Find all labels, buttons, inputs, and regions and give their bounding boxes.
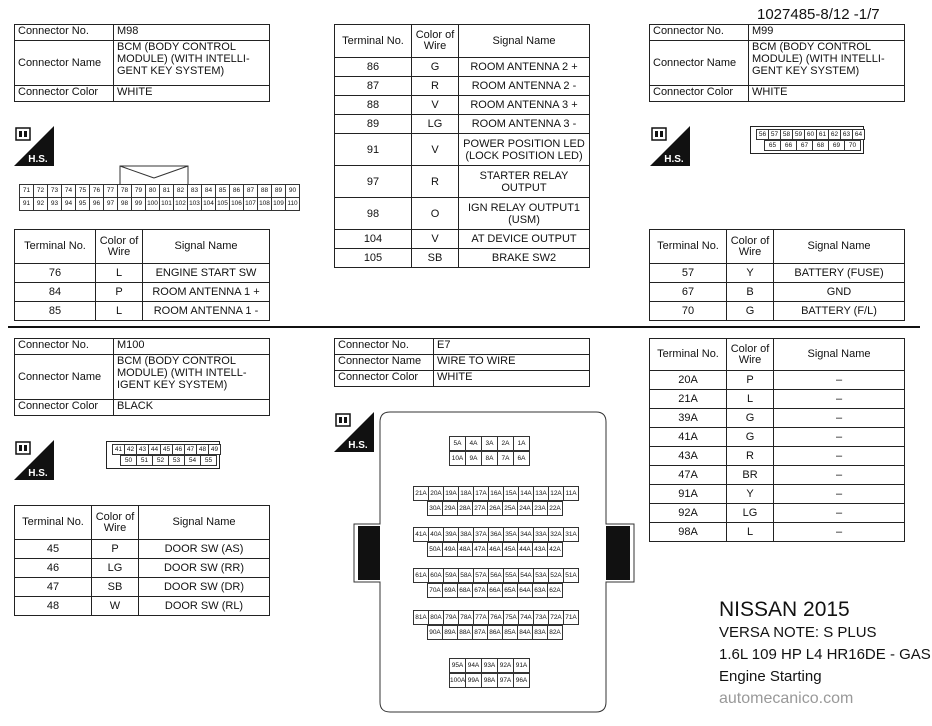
pin: 2A [497,436,514,451]
header-terminal: Terminal No. [335,25,412,58]
pin: 46 [172,444,185,455]
pin: 11A [563,486,579,501]
pin: 12A [548,486,564,501]
pin: 100A [449,673,466,688]
pin: 9A [465,451,482,466]
pin: 42A [547,542,563,557]
pin: 104 [201,197,216,211]
m100-connector-face [106,441,220,469]
document-id: 1027485-8/12 -1/7 [757,6,880,23]
table-row: 48 W DOOR SW (RL) [15,597,270,616]
label: Connector No. [650,25,749,41]
m100-connector-table [14,338,270,416]
pin: 91A [513,658,530,673]
pin: 54 [184,455,201,466]
pin: 87A [472,625,488,640]
pin: 28A [457,501,473,516]
pin: 21A [413,486,429,501]
pin: 73A [533,610,549,625]
pin: 48A [457,542,473,557]
hs-label: H.S. [28,468,48,479]
pin: 62 [828,129,841,140]
m99-terminal-table [649,229,905,321]
pin: 5A [449,436,466,451]
table-row: 57 Y BATTERY (FUSE) [650,264,905,283]
pin: 75 [75,184,90,198]
connector-name-line: GENT KEY SYSTEM) [117,65,225,77]
pin-row [450,436,530,451]
pin: 83 [187,184,202,198]
pin: 46A [487,542,503,557]
connector-no: M99 [749,25,905,41]
pin: 57 [768,129,781,140]
pin: 85 [215,184,230,198]
pin: 27A [472,501,488,516]
pin: 92A [497,658,514,673]
pin: 74 [61,184,76,198]
connector-no: M100 [114,339,270,355]
table-row: 76 L ENGINE START SW [15,264,270,283]
pin: 71 [19,184,34,198]
pin: 61A [413,568,429,583]
label: Connector Color [335,371,434,387]
pin: 96 [89,197,104,211]
pin: 56 [756,129,769,140]
pin: 105 [215,197,230,211]
pin: 43 [136,444,149,455]
pin: 17A [473,486,489,501]
table-row: 89 LG ROOM ANTENNA 3 - [335,115,590,134]
hs-label: H.S. [664,154,684,165]
pin: 42 [124,444,137,455]
pin: 52A [548,568,564,583]
harness-side-icon [14,440,54,480]
pin: 77A [473,610,489,625]
pin: 110 [285,197,300,211]
pin: 55 [200,455,217,466]
pin: 66A [487,583,503,598]
pin: 59 [792,129,805,140]
table-row: 20A P – [650,371,905,390]
pin-row-bottom [765,140,861,151]
pin: 41 [112,444,125,455]
header-terminal: Terminal No. [15,506,92,540]
pin: 76 [89,184,104,198]
pin-row-bottom [20,197,300,211]
pin: 53 [168,455,185,466]
label: Connector Color [650,86,749,102]
pin-row [414,486,579,501]
pin: 88A [457,625,473,640]
pin: 16A [488,486,504,501]
pin-row [414,527,579,542]
m98-continued-terminal-table [334,24,590,268]
pin: 52 [152,455,169,466]
pin: 58 [780,129,793,140]
pin: 90A [427,625,443,640]
pin: 87 [243,184,258,198]
e7-terminal-table [649,338,905,542]
connector-name-line: MODULE) (WITH INTELLI- [752,53,885,65]
pin: 99 [131,197,146,211]
pin: 13A [533,486,549,501]
pin: 30A [427,501,443,516]
table-row: 105 SB BRAKE SW2 [335,249,590,268]
caption-system: Engine Starting [719,668,822,685]
header-signal: Signal Name [459,25,590,58]
connector-name-line: BCM (BODY CONTROL [752,41,871,53]
pin: 93A [481,658,498,673]
pin: 47A [472,542,488,557]
pin: 53A [533,568,549,583]
pin: 6A [513,451,530,466]
table-row: 84 P ROOM ANTENNA 1 + [15,283,270,302]
label: Connector Name [15,41,114,86]
m99-connector-face [750,126,864,154]
label: Connector Name [335,355,434,371]
pin: 24A [517,501,533,516]
pin: 65A [502,583,518,598]
pin: 89 [271,184,286,198]
header-color: Color of Wire [92,506,139,540]
pin: 72A [548,610,564,625]
harness-side-icon [14,126,54,166]
pin: 73 [47,184,62,198]
pin-row [450,673,530,688]
pin: 70A [427,583,443,598]
pin: 108 [257,197,272,211]
table-row: 43A R – [650,447,905,466]
pin-row-top [113,444,221,455]
label: Connector Name [650,41,749,86]
pin: 19A [443,486,459,501]
pin-row-top [757,129,865,140]
pin: 49 [208,444,221,455]
table-row: 47 SB DOOR SW (DR) [15,578,270,597]
pin: 95A [449,658,466,673]
pin: 84A [517,625,533,640]
pin: 64 [852,129,865,140]
pin-row [428,501,563,516]
connector-name-line: MODULE) (WITH INTELL- [117,367,247,379]
pin: 41A [413,527,429,542]
pin: 94A [465,658,482,673]
m98-connector-table [14,24,270,102]
table-row: 88 V ROOM ANTENNA 3 + [335,96,590,115]
pin-row [414,610,579,625]
pin: 64A [517,583,533,598]
pin: 86A [487,625,503,640]
pin: 93 [47,197,62,211]
table-row: 87 R ROOM ANTENNA 2 - [335,77,590,96]
pin: 77 [103,184,118,198]
pin-row-top [20,184,300,198]
connector-color: WHITE [749,86,905,102]
label: Connector No. [15,339,114,355]
pin: 48 [196,444,209,455]
label: Connector No. [15,25,114,41]
pin: 72 [33,184,48,198]
pin: 98A [481,673,498,688]
caption-make: NISSAN 2015 [719,598,850,621]
m98-terminal-table [14,229,270,321]
pin: 80A [428,610,444,625]
pin: 47 [184,444,197,455]
pin: 56A [488,568,504,583]
label: Connector Name [15,355,114,400]
table-row: 92A LG – [650,504,905,523]
pin: 57A [473,568,489,583]
pin: 80 [145,184,160,198]
label: Connector No. [335,339,434,355]
pin: 45A [502,542,518,557]
pin: 109 [271,197,286,211]
connector-name-line: BCM (BODY CONTROL [117,41,236,53]
pin: 106 [229,197,244,211]
header-signal: Signal Name [774,230,905,264]
pin: 54A [518,568,534,583]
table-row: 85 L ROOM ANTENNA 1 - [15,302,270,321]
pin: 107 [243,197,258,211]
pin: 34A [518,527,534,542]
hs-label: H.S. [348,440,368,451]
connector-color: WHITE [434,371,590,387]
pin: 15A [503,486,519,501]
table-row: 97 R STARTER RELAY OUTPUT [335,166,590,198]
pin: 60 [804,129,817,140]
pin: 55A [503,568,519,583]
pin: 85A [502,625,518,640]
pin: 88 [257,184,272,198]
pin: 22A [547,501,563,516]
caption-model: VERSA NOTE: S PLUS [719,624,877,641]
pin: 20A [428,486,444,501]
pin: 79 [131,184,146,198]
pin: 37A [473,527,489,542]
pin: 3A [481,436,498,451]
pin: 74A [518,610,534,625]
e7-connector-table [334,338,590,387]
pin: 58A [458,568,474,583]
pin: 82 [173,184,188,198]
pin: 63A [532,583,548,598]
pin: 89A [442,625,458,640]
caption-engine: 1.6L 109 HP L4 HR16DE - GAS [719,646,931,663]
pin: 49A [442,542,458,557]
pin: 26A [487,501,503,516]
connector-name-line: GENT KEY SYSTEM) [752,65,860,77]
header-terminal: Terminal No. [15,230,96,264]
pin: 69 [828,140,845,151]
connector-no: E7 [434,339,590,355]
table-row: 41A G – [650,428,905,447]
pin-row [450,451,530,466]
pin: 81 [159,184,174,198]
label: Connector Color [15,86,114,102]
pin: 81A [413,610,429,625]
pin: 103 [187,197,202,211]
table-row: 67 B GND [650,283,905,302]
pin: 75A [503,610,519,625]
pin: 8A [481,451,498,466]
header-color: Color of Wire [727,230,774,264]
table-row: 91 V POWER POSITION LED (LOCK POSITION LED) [335,134,590,166]
header-signal: Signal Name [139,506,270,540]
pin-row [450,658,530,673]
pin: 23A [532,501,548,516]
header-color: Color of Wire [727,339,774,371]
pin: 38A [458,527,474,542]
header-terminal: Terminal No. [650,339,727,371]
pin-row [428,542,563,557]
connector-name-line: BCM (BODY CONTROL [117,355,236,367]
pin: 31A [563,527,579,542]
pin: 76A [488,610,504,625]
table-row: 70 G BATTERY (F/L) [650,302,905,321]
pin: 50 [120,455,137,466]
pin: 78A [458,610,474,625]
pin: 59A [443,568,459,583]
pin: 10A [449,451,466,466]
pin: 32A [548,527,564,542]
pin: 68 [812,140,829,151]
pin: 43A [532,542,548,557]
pin: 7A [497,451,514,466]
pin: 36A [488,527,504,542]
pin: 78 [117,184,132,198]
table-row: 104 V AT DEVICE OUTPUT [335,230,590,249]
table-row: 45 P DOOR SW (AS) [15,540,270,559]
pin: 84 [201,184,216,198]
pin: 18A [458,486,474,501]
connector-name-line: MODULE) (WITH INTELLI- [117,53,250,65]
pin: 92 [33,197,48,211]
pin: 83A [532,625,548,640]
pin: 45 [160,444,173,455]
pin: 97A [497,673,514,688]
pin: 95 [75,197,90,211]
pin: 86 [229,184,244,198]
table-row: 98 O IGN RELAY OUTPUT1 (USM) [335,198,590,230]
pin: 1A [513,436,530,451]
pin: 60A [428,568,444,583]
pin: 62A [547,583,563,598]
pin: 98 [117,197,132,211]
table-row: 39A G – [650,409,905,428]
pin: 50A [427,542,443,557]
table-row: 98A L – [650,523,905,542]
pin: 25A [502,501,518,516]
pin: 96A [513,673,530,688]
caption-site: automecanico.com [719,690,854,707]
pin-row-bottom [121,455,217,466]
hs-label: H.S. [28,154,48,165]
pin: 67A [472,583,488,598]
pin: 101 [159,197,174,211]
pin: 69A [442,583,458,598]
harness-side-icon [650,126,690,166]
pin: 44 [148,444,161,455]
pin: 40A [428,527,444,542]
table-row: 47A BR – [650,466,905,485]
table-row: 91A Y – [650,485,905,504]
connector-no: M98 [114,25,270,41]
m99-connector-table [649,24,905,102]
pin: 68A [457,583,473,598]
pin-row [428,583,563,598]
pin: 51A [563,568,579,583]
pin: 97 [103,197,118,211]
pin: 100 [145,197,160,211]
pin: 79A [443,610,459,625]
pin-row [428,625,563,640]
header-terminal: Terminal No. [650,230,727,264]
pin: 29A [442,501,458,516]
pin: 91 [19,197,34,211]
header-signal: Signal Name [774,339,905,371]
pin: 39A [443,527,459,542]
pin: 90 [285,184,300,198]
table-row: 46 LG DOOR SW (RR) [15,559,270,578]
pin: 35A [503,527,519,542]
header-color: Color of Wire [412,25,459,58]
label: Connector Color [15,400,114,416]
pin: 33A [533,527,549,542]
pin: 70 [844,140,861,151]
pin: 44A [517,542,533,557]
pin: 66 [780,140,797,151]
pin: 67 [796,140,813,151]
pin: 61 [816,129,829,140]
pin: 65 [764,140,781,151]
header-signal: Signal Name [143,230,270,264]
pin: 71A [563,610,579,625]
pin-row [414,568,579,583]
pin: 14A [518,486,534,501]
pin: 82A [547,625,563,640]
table-row: 21A L – [650,390,905,409]
table-row: 86 G ROOM ANTENNA 2 + [335,58,590,77]
connector-name: WIRE TO WIRE [434,355,590,371]
pin: 94 [61,197,76,211]
m100-terminal-table [14,505,270,616]
header-color: Color of Wire [96,230,143,264]
connector-color: WHITE [114,86,270,102]
connector-color: BLACK [114,400,270,416]
connector-name-line: IGENT KEY SYSTEM) [117,379,228,391]
pin: 102 [173,197,188,211]
pin: 51 [136,455,153,466]
pin: 63 [840,129,853,140]
section-divider [8,326,920,328]
pin: 99A [465,673,482,688]
pin: 4A [465,436,482,451]
